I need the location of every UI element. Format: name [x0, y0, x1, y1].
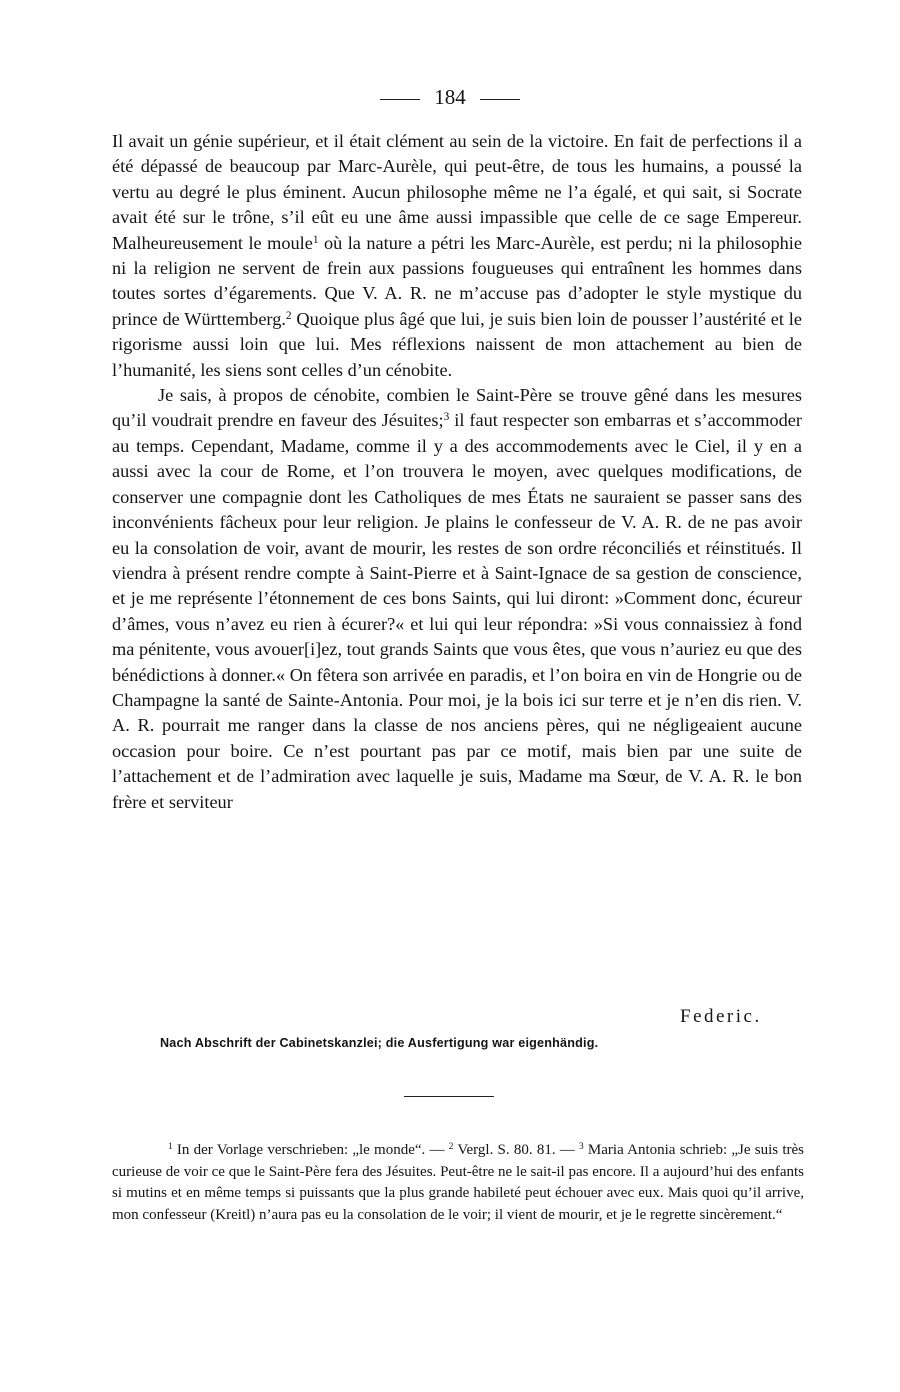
- page-number: 184: [434, 85, 466, 109]
- signature: Federic.: [680, 1006, 762, 1027]
- header-dash-right: [480, 99, 520, 100]
- source-note: Nach Abschrift der Cabinetskanzlei; die Ausfertigung war eigenhändig.: [160, 1036, 599, 1050]
- page-header: [0, 84, 900, 110]
- paragraph-1: Il avait un génie supérieur, et il était clément au sein de la victoire. En fait de perfections il a été dépassé de beaucoup par Marc-Aurèle, qui peut-être, de tous les humains, a poussé la vertu au degré le plus éminent. Aucun philosophe même ne l’a égalé, et qui sait, si Socrate avait été sur le trône, s’il eût eu une âme aussi impassible que celle de ce sage Empereur. Malheureusement le moule$^1$ où la nature a pétri les Marc-Aurèle, est perdu; ni la philosophie ni la religion ne servent de frein aux passions fougueuses qui entraînent les hommes dans toutes sortes d’égarements. Que V. A. R. ne m’accuse pas d’adopter le style mystique du prince de Württemberg.$^2$ Quoique plus âgé que lui, je suis bien loin de pousser l’austérité et le rigorisme aussi loin que lui. Mes réflexions naissent de mon attachement au bien de l’humanité, les siens sont celles d’un cénobite.: [112, 131, 802, 380]
- footnote-separator: [404, 1096, 494, 1097]
- footnotes: [112, 1140, 804, 1226]
- letter-body: [112, 129, 802, 815]
- paragraph-2: Je sais, à propos de cénobite, combien le Saint-Père se trouve gêné dans les mesures qu’il voudrait prendre en faveur des Jésuites;$^3$ il faut respecter son embarras et s’accommoder au temps. Cependant, Madame, comme il y a des accommodements avec le Ciel, il y en a aussi avec la cour de Rome, et l’on trouvera le moyen, avec quelques modifications, de conserver une compagnie dont les Catholiques de mes États ne sauraient se passer sans des inconvénients fâcheux pour leur religion. Je plains le confesseur de V. A. R. de ne pas avoir eu la consolation de voir, avant de mourir, les restes de son ordre réconciliés et réinstitués. Il viendra à présent rendre compte à Saint-Pierre et à Saint-Ignace de sa gestion de conscience, et je me représente l’étonnement de ces bons Saints, qui lui diront: »Comment donc, écureur d’âmes, vous n’avez eu rien à écurer?« et lui qui leur répondra: »Si vous connaissiez à fond ma pénitente, vous avouer[i]ez, tout grands Saints que vous êtes, que vous n’auriez eu que des bénédictions à donner.« On fêtera son arrivée en paradis, et l’on boira en vin de Hongrie ou de Champagne la santé de Sainte-Antonia. Pour moi, je la bois ici sur terre et je n’en dis rien. V. A. R. pourrait me ranger dans la classe de nos anciens pères, qui ne négligeaient aucune occasion pour boire. Ce n’est pourtant pas par ce motif, mais bien par une suite de l’attachement et de l’admiration avec laquelle je suis, Madame ma Sœur, de V. A. R. le bon frère et serviteur: [112, 385, 802, 812]
- footnote-text: $^1$ In der Vorlage verschrieben: „le monde“. — $^2$ Vergl. S. 80. 81. — $^3$ Maria Antonia schrieb: „Je suis très curieuse de voir ce que le Saint-Père fera des Jésuites. Peut-être ne le sait-il pas encore. Il a aujourd’hui des enfants si mutins et en même temps si puissants que la plus grande habileté peut échouer avec eux. Mais quoi qu’il arrive, mon confesseur (Kreitl) n’aura pas eu la consolation de le voir; il vient de mourir, et je le regrette sincèrement.“: [112, 1141, 805, 1223]
- header-dash-left: [380, 99, 420, 100]
